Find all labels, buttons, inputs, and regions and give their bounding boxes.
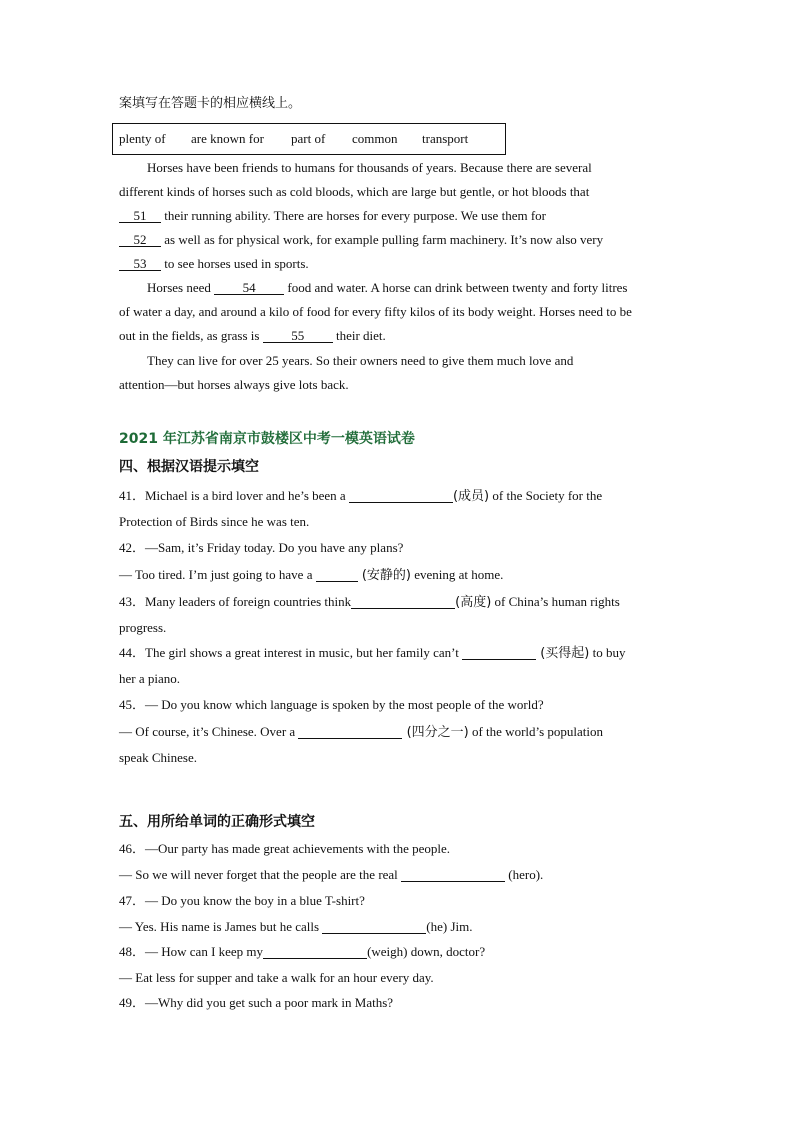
question-42-reply: — Too tired. I’m just going to have a (安静的) evening at home. [119,567,504,583]
question-43-cont: progress. [119,620,167,635]
answer-blank-54[interactable]: 54 [214,281,284,295]
question-41: 41．Michael is a bird lover and he’s been a (成员) of the Society for the [119,488,603,504]
word-bank-item: part of [291,131,326,146]
question-49: 49．—Why did you get such a poor mark in Maths? [119,995,394,1010]
answer-blank-47[interactable] [322,920,426,934]
passage-line: Horses need 54 food and water. A horse can drink between twenty and forty litres [147,280,628,295]
word-bank-item: plenty of [119,131,166,146]
passage-line: Horses have been friends to humans for thousands of years. Because there are several [147,160,592,175]
passage-line: 51 their running ability. There are horses for every purpose. We use them for [119,208,546,224]
word-bank-box [112,123,506,155]
passage-line: attention—but horses always give lots back. [119,377,349,392]
word-bank-item: are known for [191,131,264,146]
question-45-cont: speak Chinese. [119,750,197,765]
word-bank-item: common [352,131,398,146]
question-46: 46．—Our party has made great achievements with the people. [119,841,451,856]
word-bank-item: transport [422,131,469,146]
section-5-heading: 五、用所给单词的正确形式填空 [119,814,315,830]
section-4-heading: 四、根据汉语提示填空 [119,459,259,475]
exam-title: 2021 年江苏省南京市鼓楼区中考一模英语试卷 [119,431,415,447]
question-47: 47．— Do you know the boy in a blue T-shirt? [119,893,365,908]
question-45: 45．— Do you know which language is spoken by the most people of the world? [119,697,544,712]
passage-line: of water a day, and around a kilo of food for every fifty kilos of its body weight. Horses need to be [119,304,632,319]
passage-line: 53 to see horses used in sports. [119,256,309,272]
answer-blank-51[interactable]: 51 [119,209,161,223]
passage-line: out in the fields, as grass is 55 their diet. [119,328,386,343]
answer-blank-43[interactable] [351,595,455,609]
instruction-text: 案填写在答题卡的相应横线上。 [119,96,302,111]
answer-blank-53[interactable]: 53 [119,257,161,271]
question-48: 48．— How can I keep my (weigh) down, doctor? [119,944,486,959]
passage-line: 52 as well as for physical work, for example pulling farm machinery. It’s now also very [119,232,603,248]
answer-blank-48[interactable] [263,945,367,959]
passage-line: They can live for over 25 years. So their owners need to give them much love and [147,353,574,368]
answer-blank-45[interactable] [298,725,402,739]
answer-blank-46[interactable] [401,868,505,882]
question-44: 44．The girl shows a great interest in music, but her family can’t (买得起) to buy [119,645,626,661]
answer-blank-42[interactable] [316,568,358,582]
answer-blank-44[interactable] [462,646,536,660]
question-46-reply: — So we will never forget that the people are the real (hero). [119,867,544,882]
answer-blank-41[interactable] [349,489,453,503]
question-48-reply: — Eat less for supper and take a walk for an hour every day. [119,970,434,985]
question-45-reply: — Of course, it’s Chinese. Over a (四分之一) of the world’s population [119,724,604,740]
question-43: 43．Many leaders of foreign countries think (高度) of China’s human rights [119,594,620,610]
question-41-cont: Protection of Birds since he was ten. [119,514,310,529]
question-47-reply: — Yes. His name is James but he calls (he) Jim. [119,919,473,934]
passage-line: different kinds of horses such as cold bloods, which are large but gentle, or hot bloods that [119,184,590,199]
answer-blank-52[interactable]: 52 [119,233,161,247]
question-42: 42．—Sam, it’s Friday today. Do you have any plans? [119,540,404,555]
answer-blank-55[interactable]: 55 [263,329,333,343]
question-44-cont: her a piano. [119,671,181,686]
